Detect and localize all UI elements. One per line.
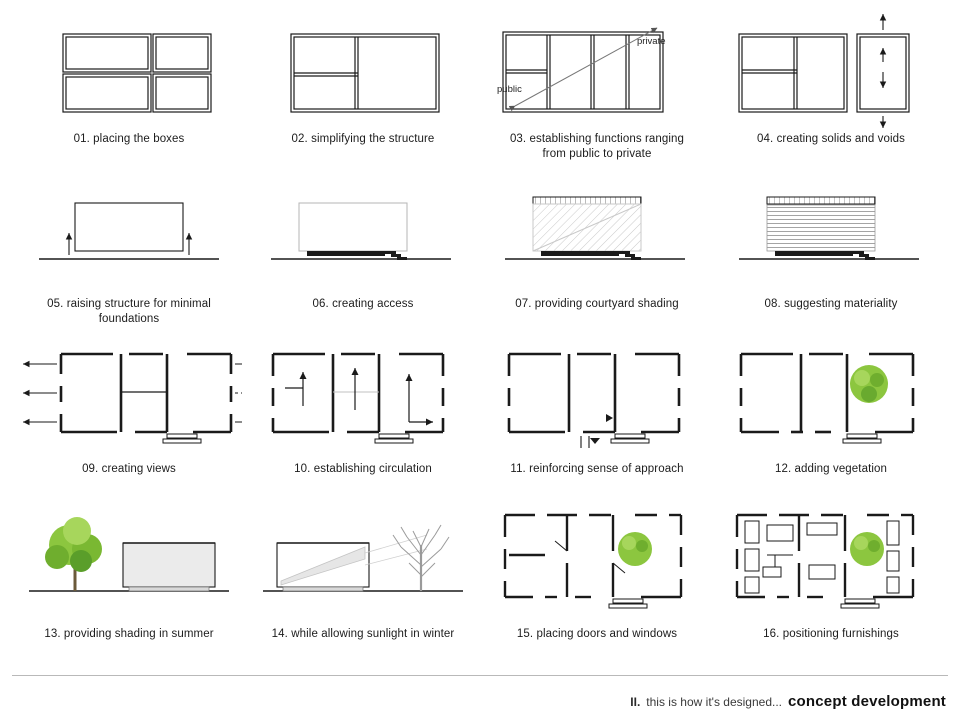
diagram-art-08 xyxy=(719,175,944,293)
diagram-caption-15 xyxy=(492,627,702,642)
annotation-public: public xyxy=(496,84,522,95)
diagram-grid xyxy=(12,10,948,670)
diagram-cell-13 xyxy=(12,505,246,670)
diagram-art-15 xyxy=(485,505,710,623)
caption-line-1: 15. placing doors and windows xyxy=(516,628,678,640)
diagram-art-01 xyxy=(17,10,242,128)
diagram-art-05 xyxy=(17,175,242,293)
diagram-caption-09 xyxy=(24,462,234,477)
diagram-cell-12 xyxy=(714,340,948,505)
diagram-caption-14 xyxy=(258,627,468,642)
annotation-private: private xyxy=(636,36,666,47)
diagram-cell-10 xyxy=(246,340,480,505)
diagram-cell-14 xyxy=(246,505,480,670)
diagram-art-07 xyxy=(485,175,710,293)
caption-line-1: 09. creating views xyxy=(82,463,176,475)
footer-title: concept development xyxy=(788,693,946,710)
diagram-caption-03 xyxy=(492,132,702,162)
footer-divider xyxy=(12,675,948,676)
caption-line-1: 02. simplifying the structure xyxy=(291,133,435,145)
footer-section-number: II. xyxy=(630,695,641,709)
diagram-art-03 xyxy=(485,10,710,128)
diagram-cell-02 xyxy=(246,10,480,175)
diagram-cell-16 xyxy=(714,505,948,670)
diagram-caption-13 xyxy=(24,627,234,642)
diagram-caption-04 xyxy=(726,132,936,147)
caption-line-1: 12. adding vegetation xyxy=(774,463,888,475)
diagram-cell-15 xyxy=(480,505,714,670)
diagram-cell-05 xyxy=(12,175,246,340)
diagram-art-16 xyxy=(719,505,944,623)
diagram-caption-05 xyxy=(24,297,234,327)
footer-lead-text: this is how it's designed... xyxy=(646,695,782,709)
caption-line-1: 13. providing shading in summer xyxy=(44,628,214,640)
diagram-art-09 xyxy=(17,340,242,458)
caption-line-1: 05. raising structure for minimal xyxy=(47,298,211,310)
diagram-cell-07 xyxy=(480,175,714,340)
caption-line-1: 14. while allowing sunlight in winter xyxy=(271,628,455,640)
tree-plan-icon xyxy=(850,532,884,566)
diagram-cell-08 xyxy=(714,175,948,340)
diagram-cell-06 xyxy=(246,175,480,340)
diagram-caption-08 xyxy=(726,297,936,312)
footer xyxy=(630,693,946,710)
diagram-caption-11 xyxy=(492,462,702,477)
caption-line-2: foundations xyxy=(98,313,160,325)
diagram-art-04 xyxy=(719,10,944,128)
diagram-cell-11 xyxy=(480,340,714,505)
caption-line-1: 07. providing courtyard shading xyxy=(515,298,679,310)
diagram-art-14 xyxy=(251,505,476,623)
diagram-cell-01 xyxy=(12,10,246,175)
caption-line-1: 08. suggesting materiality xyxy=(764,298,898,310)
diagram-caption-07 xyxy=(492,297,702,312)
diagram-caption-02 xyxy=(258,132,468,147)
diagram-art-12 xyxy=(719,340,944,458)
diagram-cell-03 xyxy=(480,10,714,175)
caption-line-1: 11. reinforcing sense of approach xyxy=(510,463,684,475)
diagram-caption-10 xyxy=(258,462,468,477)
diagram-cell-04 xyxy=(714,10,948,175)
diagram-art-02 xyxy=(251,10,476,128)
diagram-art-13 xyxy=(17,505,242,623)
caption-line-2: from public to private xyxy=(542,148,652,160)
caption-line-1: 03. establishing functions ranging xyxy=(509,133,685,145)
tree-summer-icon xyxy=(45,517,102,591)
caption-line-1: 10. establishing circulation xyxy=(294,463,432,475)
tree-plan-icon xyxy=(618,532,652,566)
diagram-caption-16 xyxy=(726,627,936,642)
diagram-caption-01 xyxy=(24,132,234,147)
diagram-art-06 xyxy=(251,175,476,293)
caption-line-1: 06. creating access xyxy=(312,298,414,310)
diagram-cell-09 xyxy=(12,340,246,505)
diagram-art-10 xyxy=(251,340,476,458)
diagram-caption-12 xyxy=(726,462,936,477)
caption-line-1: 04. creating solids and voids xyxy=(756,133,905,145)
caption-line-1: 01. placing the boxes xyxy=(73,133,185,145)
diagram-caption-06 xyxy=(258,297,468,312)
tree-plan-icon xyxy=(850,365,888,403)
tree-winter-icon xyxy=(393,525,449,591)
diagram-art-11 xyxy=(485,340,710,458)
caption-line-1: 16. positioning furnishings xyxy=(763,628,899,640)
